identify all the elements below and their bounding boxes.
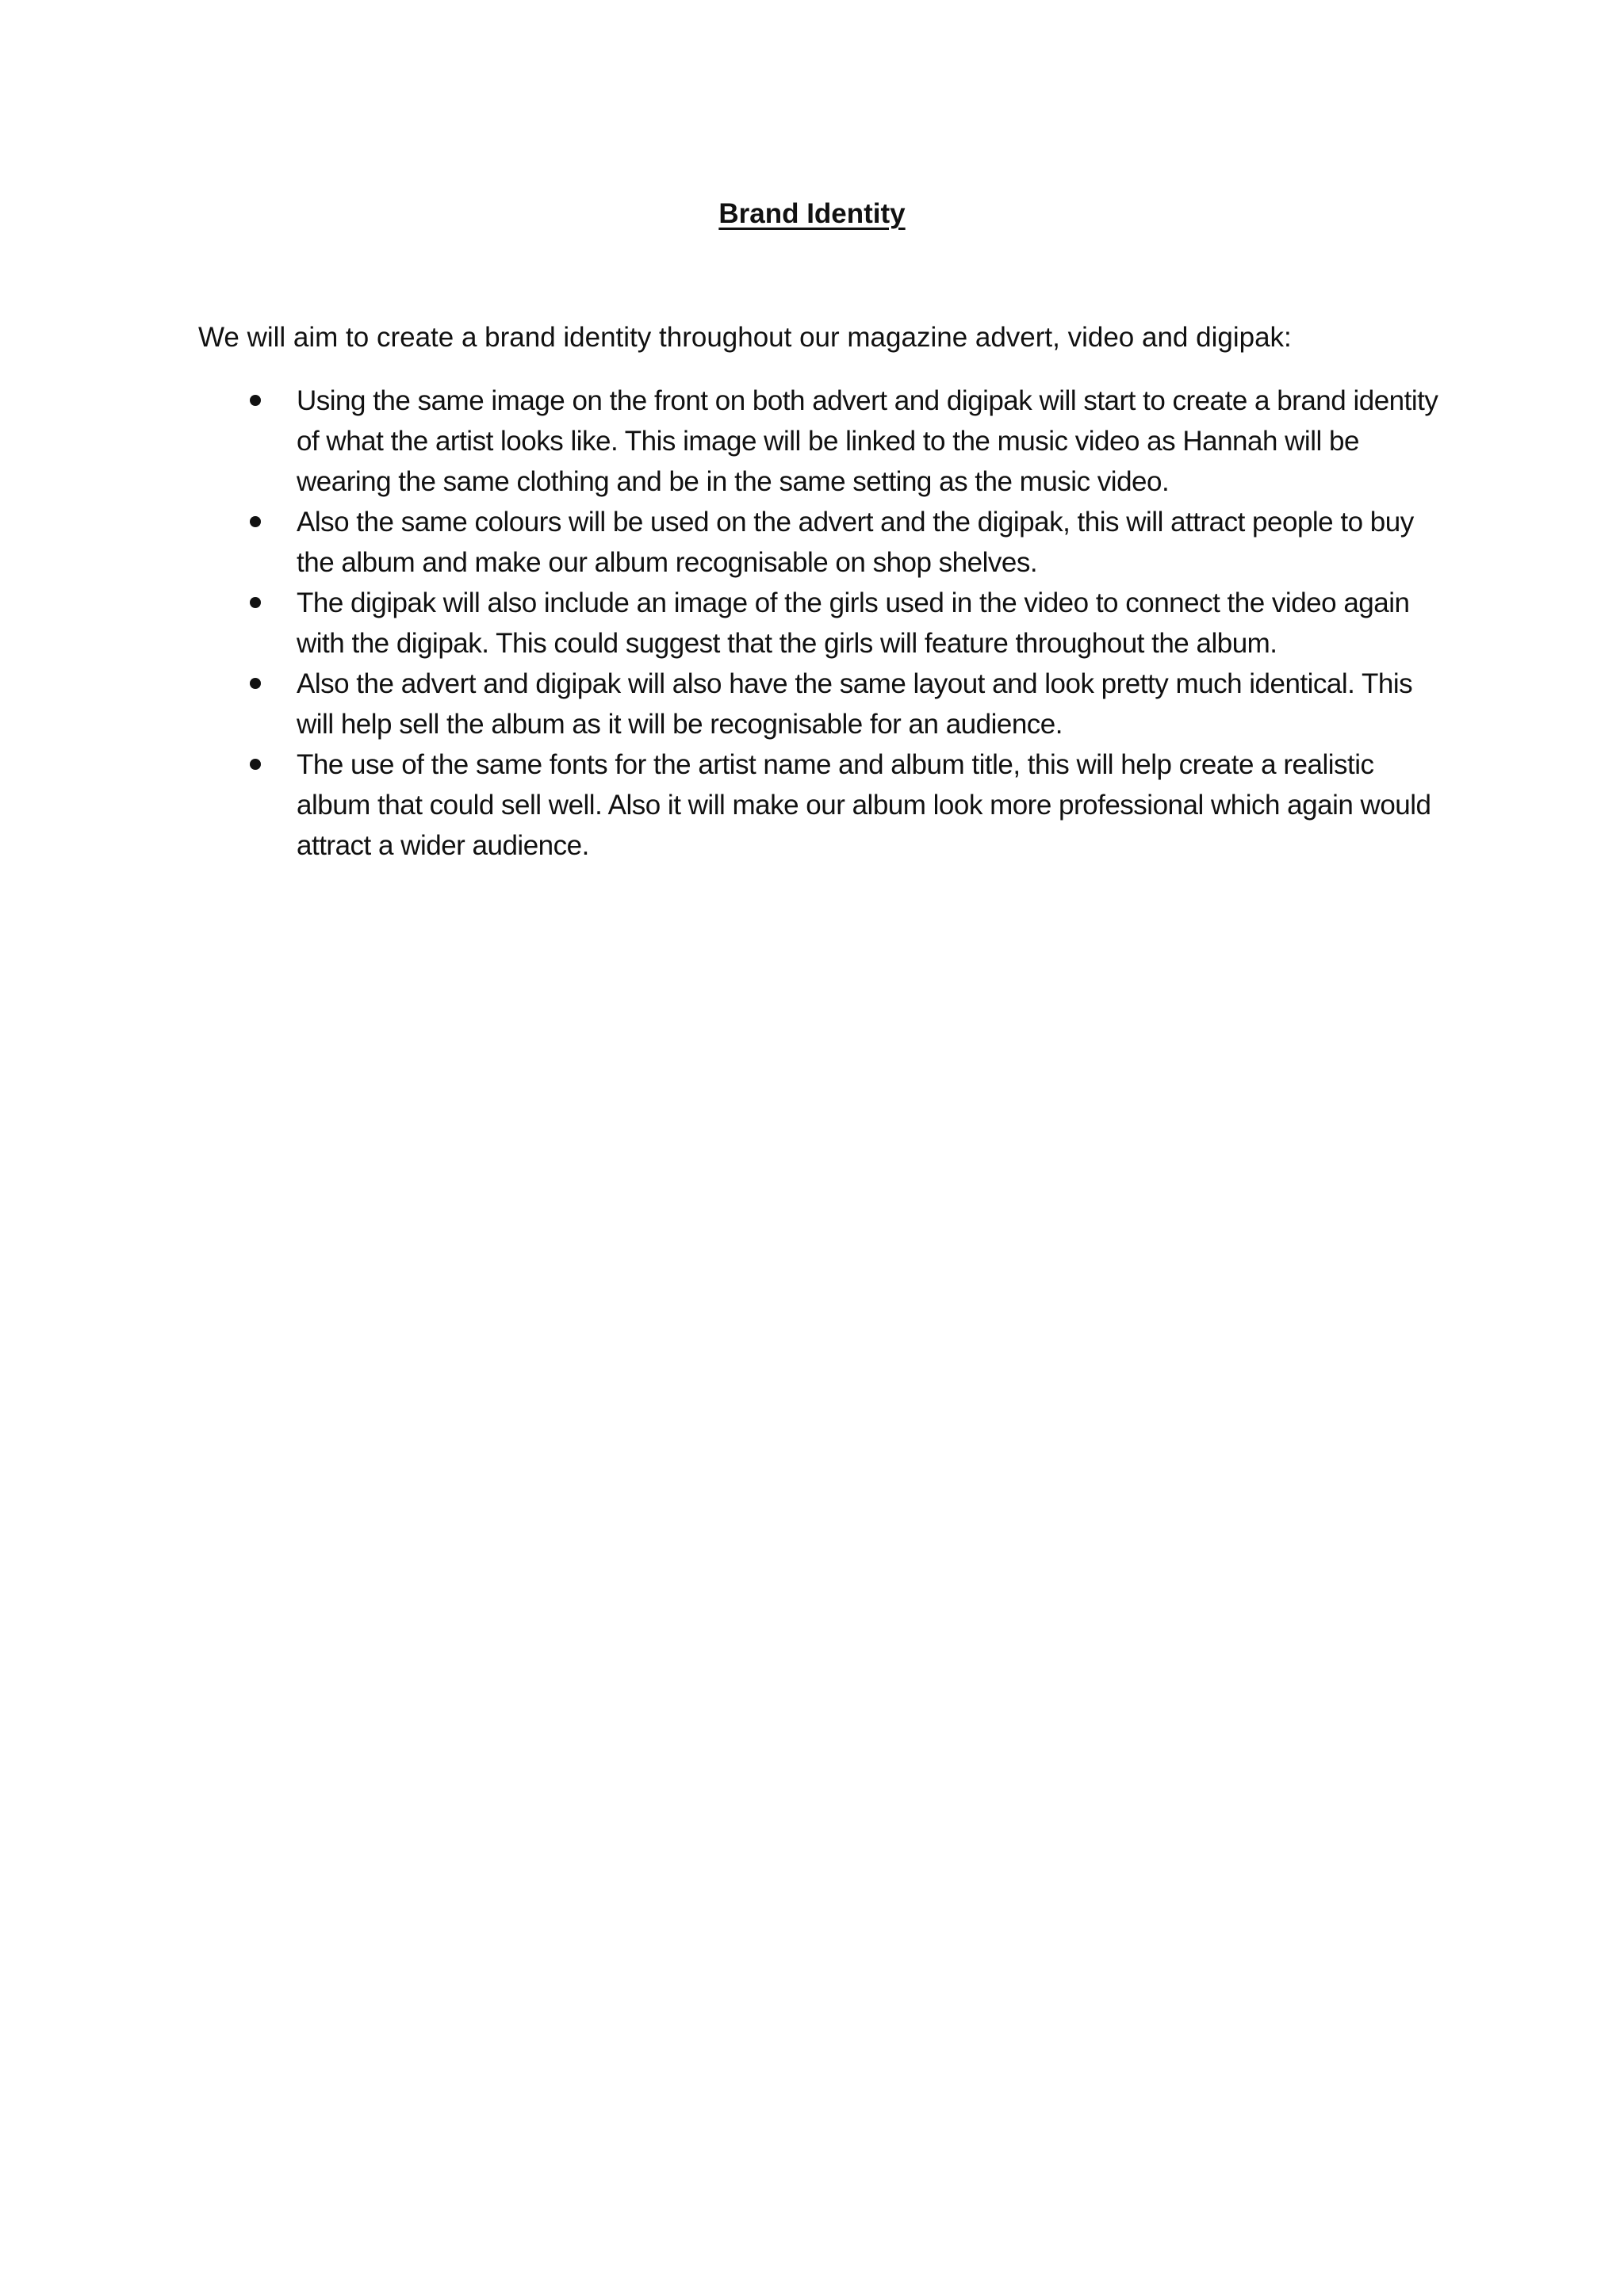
bullet-icon	[250, 759, 261, 770]
bullet-icon	[250, 678, 261, 689]
bullet-text: The digipak will also include an image of the girls used in the video to connect the video again with the digipak. This could suggest that the girls will feature throughout the album.	[297, 587, 1410, 659]
bullet-text: Also the same colours will be used on the advert and the digipak, this will attract people to buy the album and make our album recognisable on shop shelves.	[297, 507, 1414, 578]
bullet-text: Using the same image on the front on both advert and digipak will start to create a brand identity of what the artist looks like. This image will be linked to the music video as Hannah will be wearing the same clothing and be in the same setting as the music video.	[297, 385, 1438, 497]
bullet-item	[198, 744, 1443, 866]
bullet-text: The use of the same fonts for the artist name and album title, this will help create a realistic album that could sell well. Also it will make our album look more professional which again would attract a wider audience.	[297, 749, 1431, 861]
bullet-item	[198, 583, 1443, 664]
bullet-text: Also the advert and digipak will also have the same layout and look pretty much identical. This will help sell the album as it will be recognisable for an audience.	[297, 668, 1413, 740]
bullet-list	[198, 381, 1443, 866]
bullet-item	[198, 381, 1443, 502]
document-title: Brand Identity	[718, 198, 906, 229]
bullet-item	[198, 664, 1443, 744]
bullet-icon	[250, 597, 261, 608]
bullet-item	[198, 502, 1443, 583]
intro-paragraph: We will aim to create a brand identity throughout our magazine advert, video and digipak:	[198, 322, 1292, 353]
bullet-icon	[250, 516, 261, 527]
bullet-icon	[250, 395, 261, 406]
